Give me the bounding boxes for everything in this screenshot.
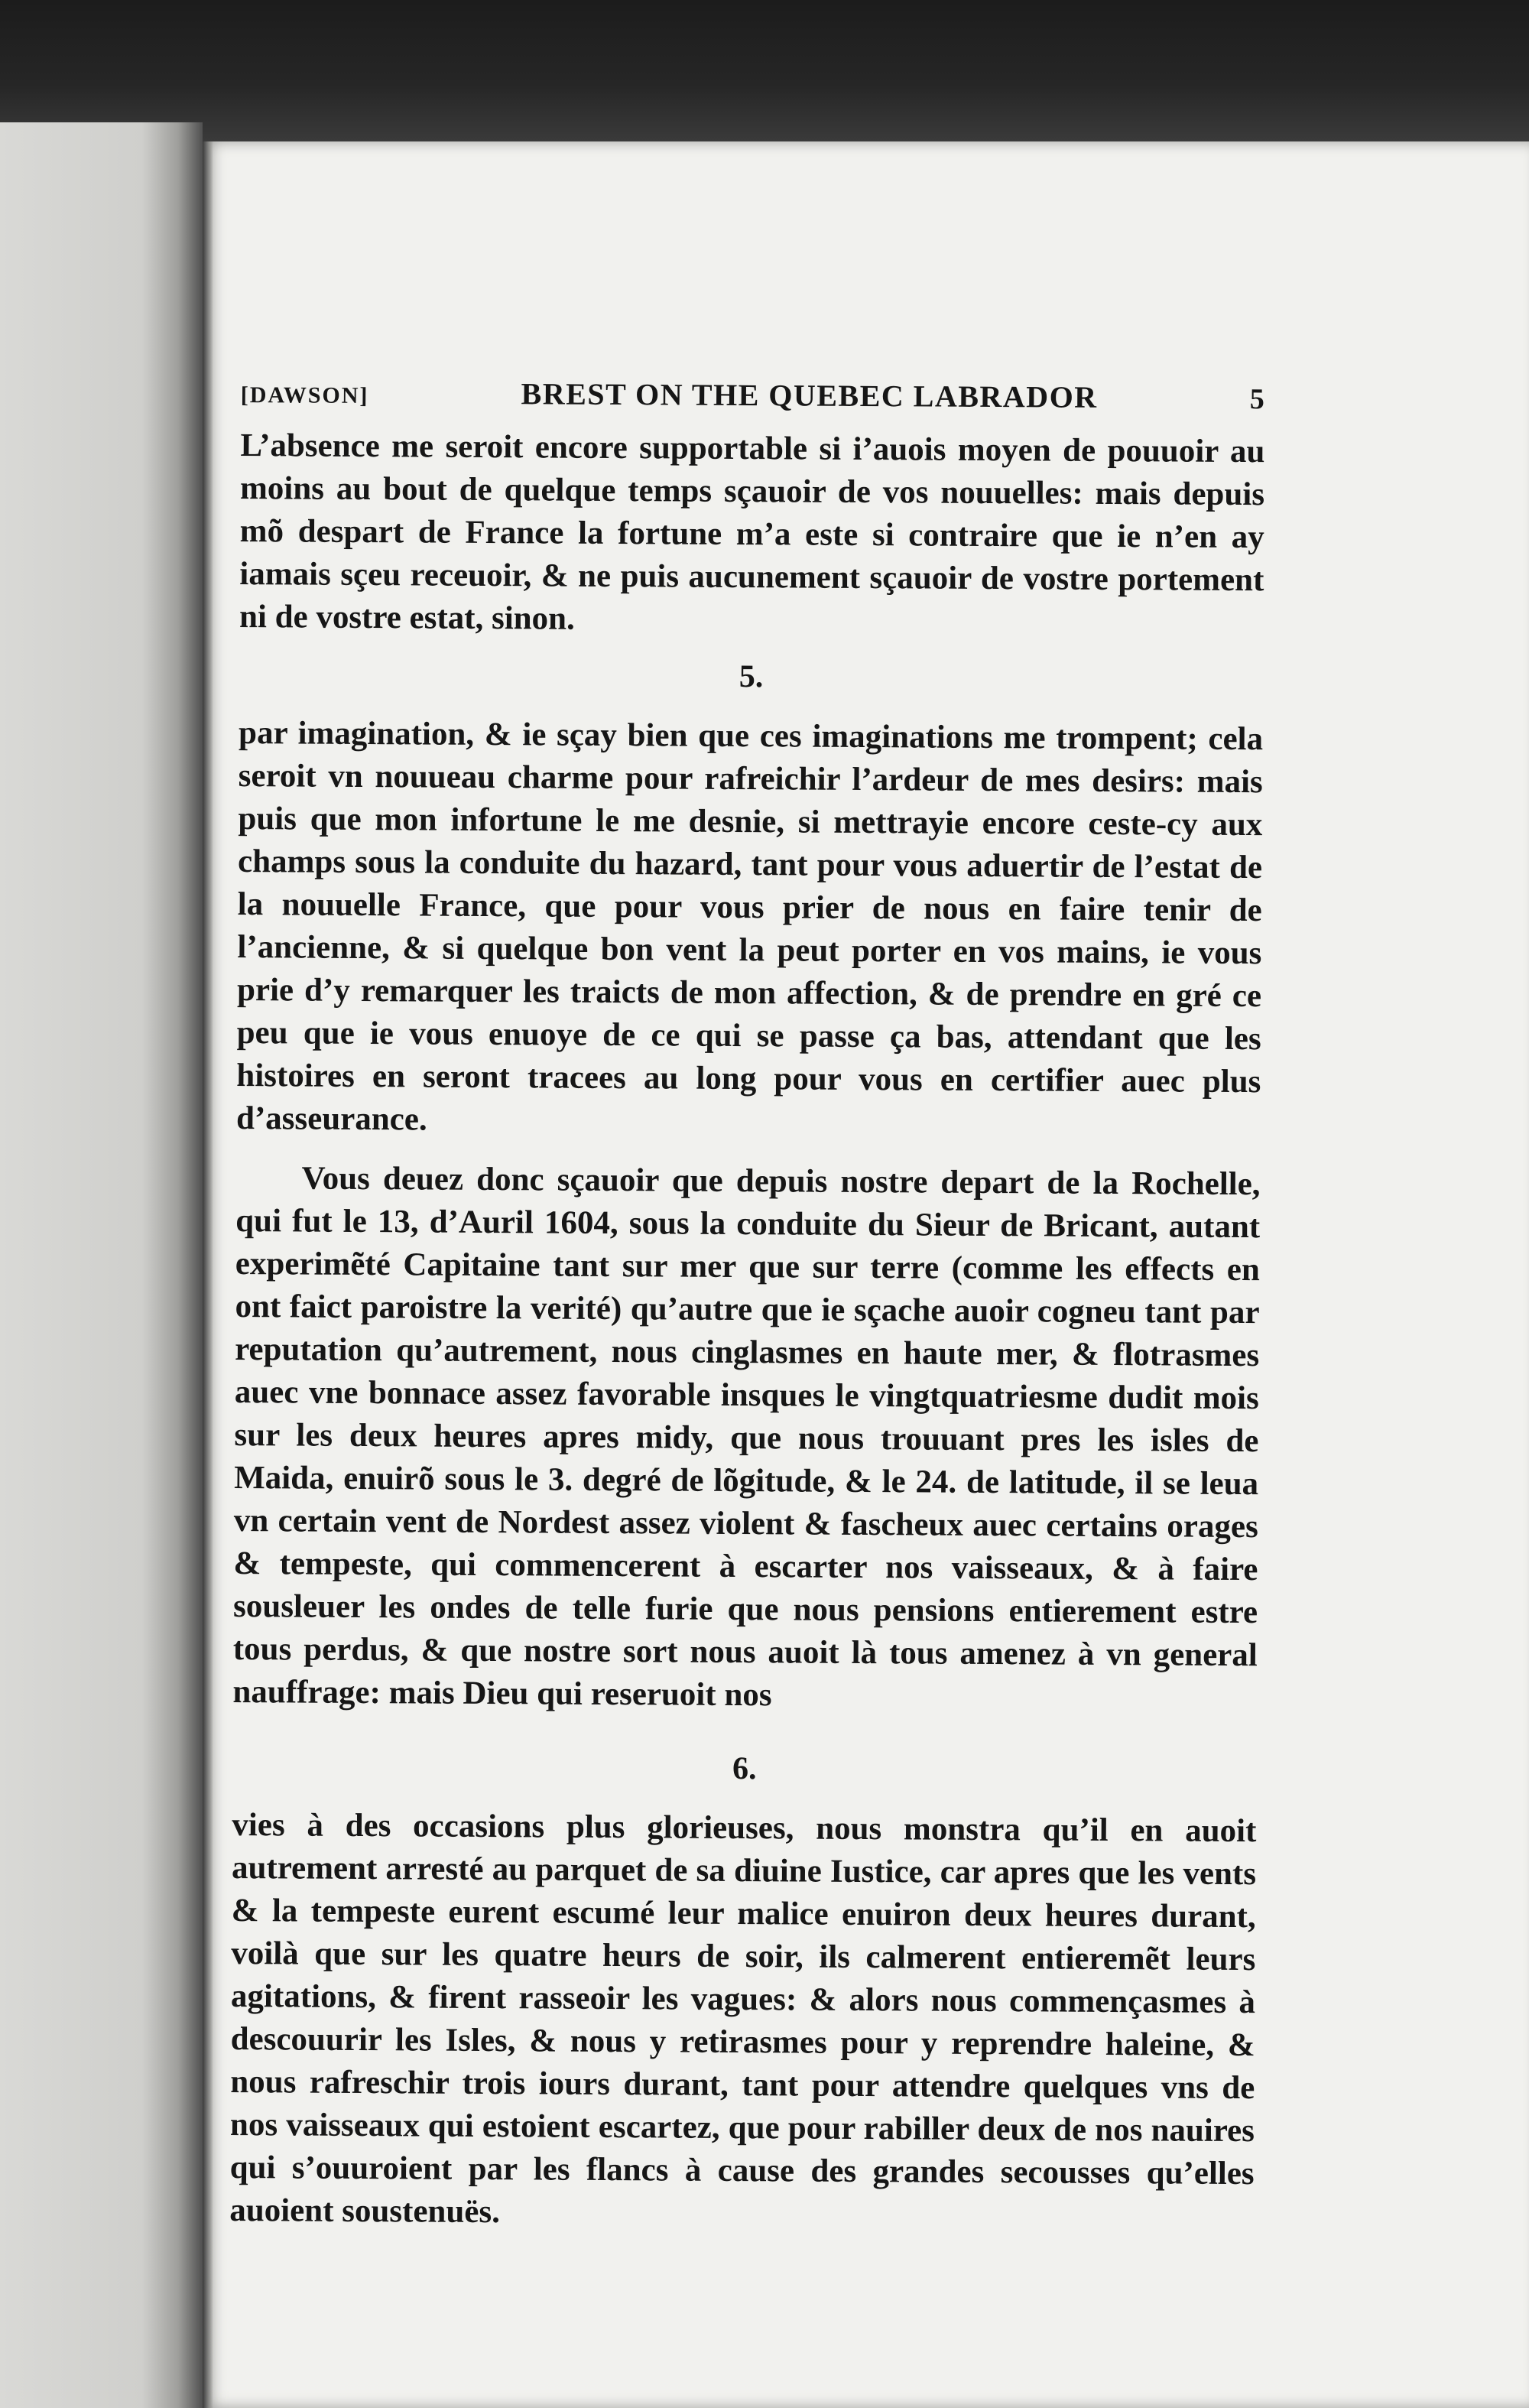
section-number-5: 5. xyxy=(739,658,764,695)
running-head-author: [DAWSON] xyxy=(240,382,369,409)
paragraph-3: Vous deuez donc sçauoir que depuis nostre depart de la Rochelle, qui fut le 13, d’Auril 1604, sous la conduite du Sieur de Bricant, autant experimẽté Capitaine tant sur mer que sur terre (comme les effects en ont faict paroistre la verité) qu’autre que ie sçache auoir cogneu tant par reputation qu’autrement, nous cinglasmes en haute mer, & flotrasmes auec vne bonnace assez favorable insques le vingtquatriesme dudit mois sur les deux heures apres midy, que nous trouuant pres les isles de Maida, enuirõ sous le 3. degré de lõgitude, & le 24. de latitude, il se leua vn certain vent de Nordest assez violent & fascheux auec certains orages & tempeste, qui commencerent à escarter nos vaisseaux, & à faire sousleuer les ondes de telle furie que nous pensions entierement estre tous perdus, & que nostre sort nous auoit là tous amenez à vn general nauffrage: mais Dieu qui reseruoit nos xyxy=(232,1160,1261,1714)
scanner-border-top xyxy=(0,0,1529,141)
running-head-title: BREST ON THE QUEBEC LABRADOR xyxy=(521,376,1098,414)
section-number-6: 6. xyxy=(732,1750,757,1787)
book-page xyxy=(203,141,1529,2408)
page-content xyxy=(229,371,1265,2238)
running-head xyxy=(241,371,1265,423)
paragraph-1: L’absence me seroit encore supportable si i’auois moyen de pouuoir au moins au bout de quelque temps sçauoir de vos nouuelles: mais depuis mõ despart de France la fortune m’a este si contraire que ie n’en ay iamais sçeu receuoir, & ne puis aucunement sçauoir de vostre portement ni de vostre estat, sinon. xyxy=(239,427,1265,637)
scanner-border-left xyxy=(0,122,203,2408)
paragraph-4: vies à des occasions plus glorieuses, nous monstra qu’il en auoit autrement arresté au parquet de sa diuine Iustice, car apres que les vents & la tempeste eurent escumé leur malice enuiron deux heures durant, voilà que sur les quatre heurs de soir, ils calmerent entieremẽt leurs agitations, & firent rasseoir les vagues: & alors nous commençasmes à descouurir les Isles, & nous y retirasmes pour y reprendre haleine, & nous rafreschir trois iours durant, tant pour attendre quelques vns de nos vaisseaux qui estoient escartez, que pour rabiller deux de nos nauires qui s’ouuroient par les flancs à cause des grandes secousses qu’elles auoient soustenuës. xyxy=(229,1806,1257,2231)
paragraph-2: par imagination, & ie sçay bien que ces imaginations me trompent; cela seroit vn nouueau charme pour rafreichir l’ardeur de mes desirs: mais puis que mon infortune le me desnie, si mettrayie encore ceste-cy aux champs sous la conduite du hazard, tant pour vous aduertir de l’estat de la nouuelle France, que pour vous prier de nous en faire tenir de l’ancienne, & si quelque bon vent la peut porter en vos mains, ie vous prie d’y remarquer les traicts de mon affection, & de prendre en gré ce peu que ie vous enuoye de ce qui se passe ça bas, attendant que les histoires en seront tracees au long pour vous en certifier auec plus d’asseurance. xyxy=(235,714,1264,1138)
page-number: 5 xyxy=(1249,383,1265,416)
